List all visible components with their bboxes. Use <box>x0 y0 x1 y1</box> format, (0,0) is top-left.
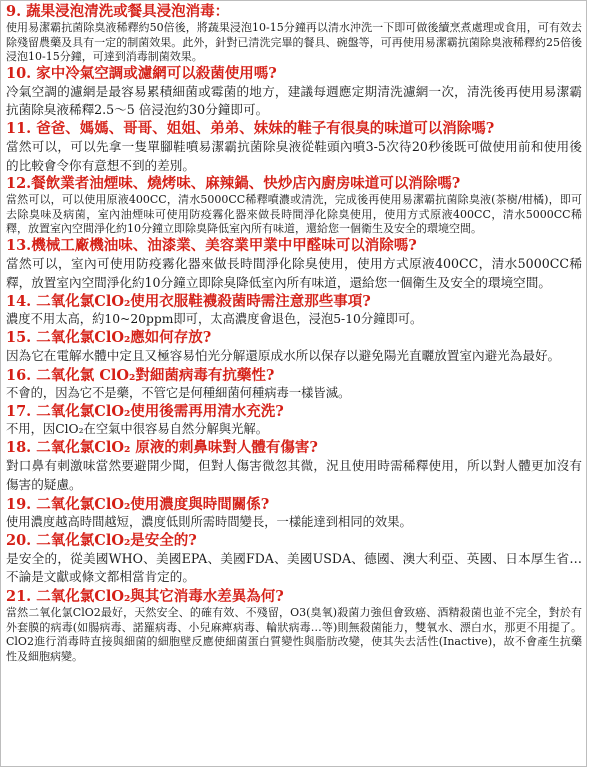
question-heading: 14. 二氧化氯ClO₂使用衣服鞋襪殺菌時需注意那些事項? <box>6 293 371 311</box>
question-heading: 9. 蔬果浸泡清洗或餐具浸泡消毒： <box>6 3 230 20</box>
question-heading: 12.餐飲業者油煙味、燒烤味、麻辣鍋、快炒店內廚房味道可以消除嗎? <box>6 175 461 193</box>
faq-item-12 <box>6 175 582 237</box>
question-heading: 19. 二氧化氯ClO₂使用濃度與時間關係? <box>6 495 270 513</box>
question-heading: 16. 二氧化氯 ClO₂對細菌病毒有抗藥性? <box>6 366 275 384</box>
question-heading: 11. 爸爸、媽媽、哥哥、姐姐、弟弟、妹妹的鞋子有很臭的味道可以消除嗎? <box>6 119 495 137</box>
question-heading: 21. 二氧化氯ClO₂與其它消毒水差異為何? <box>6 587 284 605</box>
question-heading: 20. 二氧化氯ClO₂是安全的? <box>6 531 197 549</box>
faq-item-18 <box>6 439 582 494</box>
question-heading: 15. 二氧化氯ClO₂應如何存放? <box>6 329 212 347</box>
faq-item-20 <box>6 532 582 587</box>
answer-text: 冷氣空調的濾網是最容易累積細菌或霉菌的地方，建議每週應定期清洗濾網一次，清洗後再使用易潔霸抗菌除臭液稀釋2.5～5 倍浸泡約30分鐘即可。 <box>6 83 582 118</box>
answer-text: 使用易潔霸抗菌除臭液稀釋約50倍後，將蔬果浸泡10-15分鐘再以清水沖洗一下即可做後續烹煮處理或食用，可有效去除殘留農藥及具有一定的制菌效果。此外，針對已清洗完畢的餐具、碗盤等，可再使用易潔霸抗菌除臭液稀釋約25倍後浸泡10-15分鐘，可達到消毒制菌效果。 <box>6 21 582 64</box>
faq-item-13 <box>6 237 582 292</box>
faq-item-21 <box>6 588 582 664</box>
faq-item-17 <box>6 403 582 438</box>
answer-text: 當然可以，可以使用原液400CC，清水5000CC稀釋噴濃或清洗，完成後再使用易潔霸抗菌除臭液(茶樹/柑橘)，即可去除臭味及病菌，室內油煙味可使用防疫霧化器來做長時間淨化除臭使用，使用方式原液400CC，清水5000CC稀釋，放置室內空間淨化約10分鐘立即除臭降低室內所有味道，還給您一個衛生及安全的環境空間。 <box>6 193 582 236</box>
answer-text: 不用，因ClO₂在空氣中很容易自然分解與光解。 <box>6 422 268 437</box>
faq-item-15 <box>6 329 582 366</box>
question-heading: 17. 二氧化氯ClO₂使用後需再用清水充洗? <box>6 403 284 421</box>
answer-text: 對口鼻有刺激味當然要避開少聞，但對人傷害微忽其微，況且使用時需稀釋使用，所以對人體更加沒有傷害的疑慮。 <box>6 458 582 492</box>
answer-text: 是安全的，從美國WHO、美國EPA、美國FDA、美國USDA、德國、澳大利亞、英國、日本厚生省…不論是文獻或條文都相當肯定的。 <box>6 550 582 585</box>
answer-text: 使用濃度越高時間越短，濃度低則所需時間變長，一樣能達到相同的效果。 <box>6 514 412 529</box>
faq-item-14 <box>6 293 582 328</box>
faq-item-10 <box>6 65 582 120</box>
faq-item-9 <box>6 3 582 65</box>
answer-text: 當然可以，可以先拿一隻單腳鞋噴易潔霸抗菌除臭液從鞋頭內噴3-5次待20秒後既可做使用前和使用後的比較會令你有意想不到的差別。 <box>6 138 582 173</box>
answer-text: 不會的，因為它不是藥，不管它是何種細菌何種病毒一樣皆滅。 <box>6 385 351 400</box>
question-heading: 18. 二氧化氯ClO₂ 原液的刺鼻味對人體有傷害? <box>6 439 318 457</box>
faq-item-11 <box>6 120 582 175</box>
faq-item-16 <box>6 367 582 402</box>
answer-text: 當然二氧化氯ClO2最好，天然安全、的確有效、不殘留，O3(臭氧)殺菌力強但會致癌、酒精殺菌也並不完全，對於有外套膜的病毒(如腸病毒、諾羅病毒、小兒麻痺病毒、輪狀病毒…等)則無殺菌能力，雙氧水、漂白水，那更不用提了。ClO2進行消毒時直接與細菌的細胞壁反應使細菌蛋白質變性與脂肪改變，使其失去活性(Inactive)，故不會產生抗藥性及細胞病變。 <box>6 605 582 663</box>
answer-text: 因為它在電解水體中定且又極容易怕光分解還原成水所以保存以避免陽光直曬放置室內避光為最好。 <box>6 348 561 364</box>
answer-text: 當然可以，室內可使用防疫霧化器來做長時間淨化除臭使用，使用方式原液400CC，清水5000CC稀釋，放置室內空間淨化約10分鐘立即除臭降低室內所有味道，還給您一個衛生及安全的環境空間。 <box>6 255 582 290</box>
question-heading: 10. 家中冷氣空調或濾網可以殺菌使用嗎? <box>6 64 277 82</box>
faq-item-19 <box>6 496 582 531</box>
answer-text: 濃度不用太高，約10~20ppm即可，太高濃度會退色，浸泡5-10分鐘即可。 <box>6 312 423 327</box>
question-heading: 13.機械工廠機油味、油漆業、美容業甲業中甲醛味可以消除嗎? <box>6 236 417 254</box>
